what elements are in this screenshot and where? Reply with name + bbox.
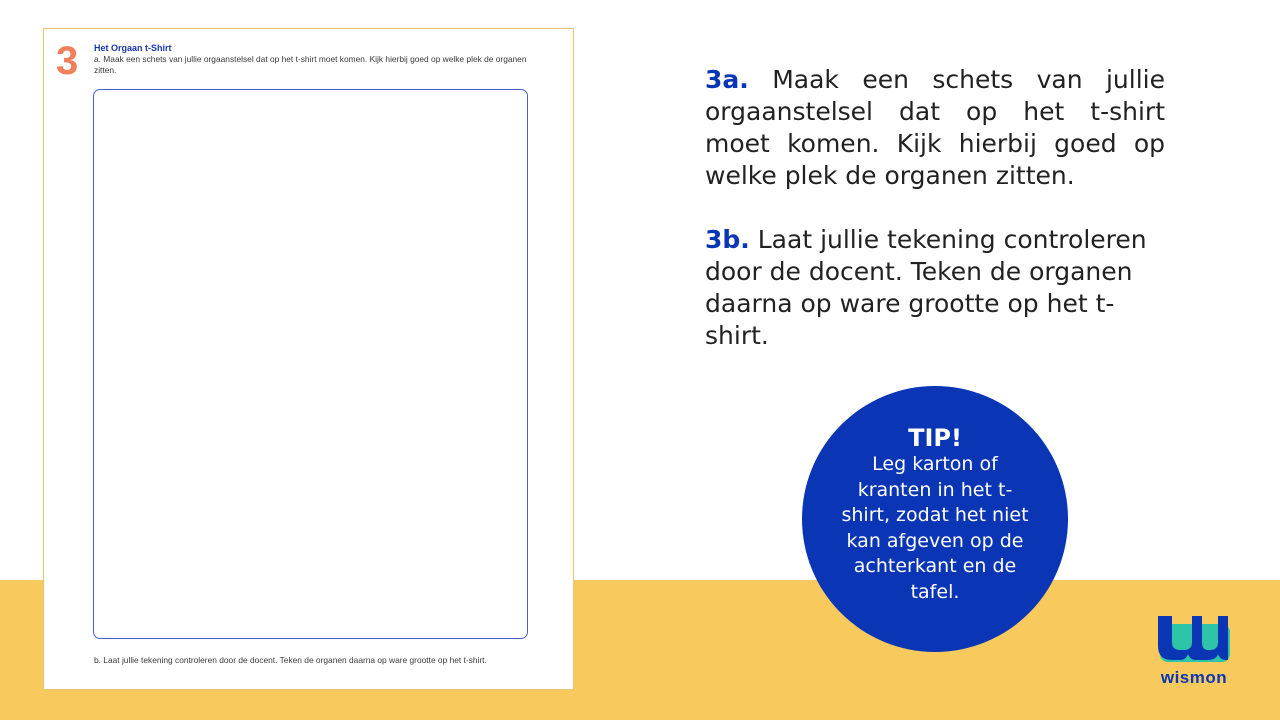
worksheet-instruction-a: a. Maak een schets van jullie orgaanstelsel dat op het t-shirt moet komen. Kijk hierbij goed op welke plek de organen zitten. bbox=[94, 54, 527, 75]
worksheet-title: Het Orgaan t-Shirt bbox=[94, 43, 172, 53]
wismon-logo-icon bbox=[1152, 612, 1236, 668]
tip-title: TIP! bbox=[908, 424, 962, 452]
drawing-area bbox=[93, 89, 528, 639]
tip-circle bbox=[802, 386, 1068, 652]
wismon-logo bbox=[1152, 612, 1236, 692]
instruction-3b bbox=[705, 224, 1165, 352]
tip-text: Leg karton of kranten in het t-shirt, zodat het niet kan afgeven op de achterkant en de tafel. bbox=[841, 453, 1029, 603]
instruction-3a-label: 3a. bbox=[705, 65, 749, 94]
instruction-3b-text: Laat jullie tekening controleren door de docent. Teken de organen daarna op ware grootte op het t-shirt. bbox=[705, 225, 1147, 350]
instruction-3a-text: Maak een schets van jullie orgaanstelsel dat op het t-shirt moet komen. Kijk hierbij goed op welke plek de organen zitten. bbox=[705, 65, 1165, 190]
worksheet-number: 3 bbox=[56, 39, 79, 83]
wismon-logo-text: wismon bbox=[1160, 668, 1228, 687]
instruction-3b-label: 3b. bbox=[705, 225, 750, 254]
instruction-3a bbox=[705, 64, 1165, 192]
worksheet-page bbox=[43, 28, 574, 690]
worksheet-instruction-b: b. Laat jullie tekening controleren door de docent. Teken de organen daarna op ware grootte op het t-shirt. bbox=[94, 655, 487, 665]
